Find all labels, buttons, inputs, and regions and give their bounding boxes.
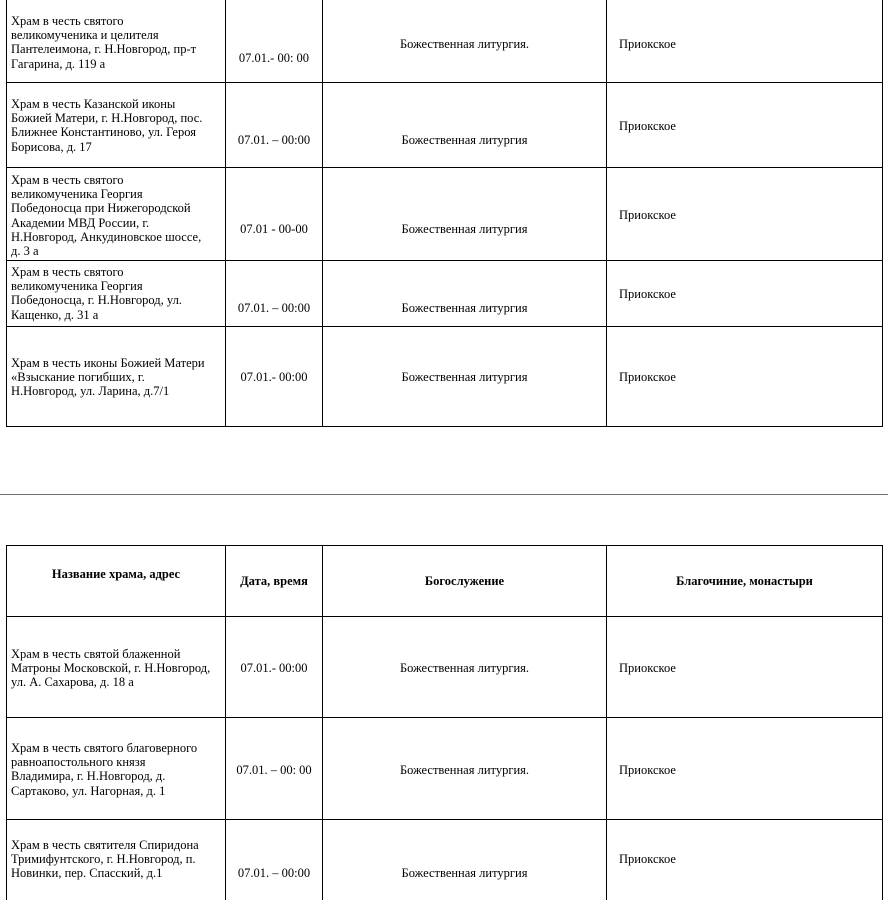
date-cell: 07.01. – 00:00 [237, 133, 311, 147]
deanery-cell: Приокское [619, 763, 676, 777]
service-cell: Божественная литургия [401, 222, 528, 236]
church-name-cell: Храм в честь святителя Спиридона Тримифунтского, г. Н.Новгород, п. Новинки, пер. Спасский, д.1 [11, 838, 199, 881]
page-break-divider [0, 494, 888, 495]
service-cell: Божественная литургия [401, 301, 528, 315]
date-cell: 07.01 - 00-00 [240, 222, 308, 236]
church-name-cell: Храм в честь Казанской иконы Божией Матери, г. Н.Новгород, пос. Ближнее Константиново, ул. Героя Борисова, д. 17 [11, 97, 203, 154]
deanery-cell: Приокское [619, 287, 676, 301]
date-cell: 07.01. – 00:00 [237, 301, 311, 315]
deanery-cell: Приокское [619, 661, 676, 675]
column-header-deanery: Благочиние, монастыри [676, 574, 813, 588]
date-cell: 07.01. – 00: 00 [236, 763, 312, 777]
deanery-cell: Приокское [619, 208, 676, 222]
service-cell: Божественная литургия [401, 866, 528, 880]
date-cell: 07.01. – 00:00 [237, 866, 311, 880]
service-cell: Божественная литургия. [399, 763, 530, 777]
date-cell: 07.01.- 00:00 [240, 370, 308, 384]
deanery-cell: Приокское [619, 119, 676, 133]
column-header-name: Название храма, адрес [51, 567, 181, 581]
service-cell: Божественная литургия [401, 370, 528, 384]
deanery-cell: Приокское [619, 852, 676, 866]
column-header-date: Дата, время [240, 574, 308, 588]
service-cell: Божественная литургия. [399, 661, 530, 675]
church-name-cell: Храм в честь святого великомученика и целителя Пантелеимона, г. Н.Новгород, пр-т Гагарина, д. 119 а [11, 14, 197, 71]
date-cell: 07.01.- 00:00 [240, 661, 308, 675]
deanery-cell: Приокское [619, 37, 676, 51]
deanery-cell: Приокское [619, 370, 676, 384]
date-cell: 07.01.- 00: 00 [238, 51, 310, 65]
service-cell: Божественная литургия. [399, 37, 530, 51]
column-header-service: Богослужение [424, 574, 505, 588]
service-cell: Божественная литургия [401, 133, 528, 147]
church-name-cell: Храм в честь святой блаженной Матроны Московской, г. Н.Новгород, ул. А. Сахарова, д. 18 а [11, 647, 211, 690]
church-name-cell: Храм в честь святого великомученика Георгия Победоносца, г. Н.Новгород, ул. Кащенко, д. 31 а [11, 265, 182, 322]
church-name-cell: Храм в честь иконы Божией Матери «Взыскание погибших, г. Н.Новгород, ул. Ларина, д.7/1 [11, 356, 205, 399]
church-name-cell: Храм в честь святого благоверного равноапостольного князя Владимира, г. Н.Новгород, д. Сартаково, ул. Нагорная, д. 1 [11, 741, 198, 798]
church-name-cell: Храм в честь святого великомученика Георгия Победоносца при Нижегородской Академии МВД России, г. Н.Новгород, Анкудиновское шоссе, д. 3 а [11, 173, 202, 259]
